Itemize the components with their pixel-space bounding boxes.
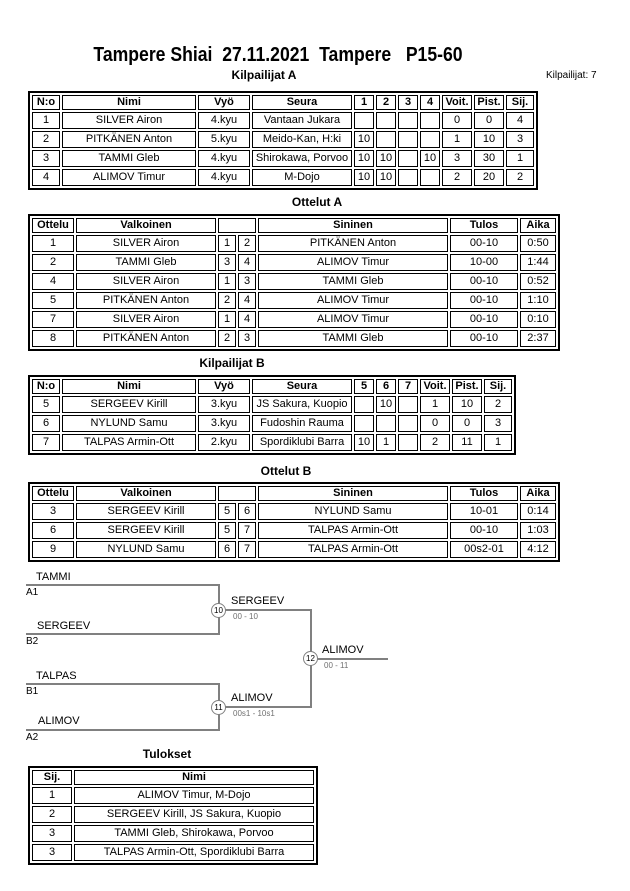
col-header-blue: Sininen bbox=[258, 486, 448, 501]
cell-belt: 4.kyu bbox=[198, 150, 250, 167]
cell-result: 00-10 bbox=[450, 330, 518, 347]
cell-r2: 10 bbox=[376, 169, 396, 186]
cell-r7 bbox=[398, 415, 418, 432]
cell-belt: 4.kyu bbox=[198, 112, 250, 129]
col-header-blue: Sininen bbox=[258, 218, 448, 233]
cell-white-no: 2 bbox=[218, 292, 236, 309]
cell-no: 4 bbox=[32, 169, 60, 186]
cell-r6: 1 bbox=[376, 434, 396, 451]
cell-time: 4:12 bbox=[520, 541, 556, 558]
cell-result: 10-01 bbox=[450, 503, 518, 520]
cell-match-no: 2 bbox=[32, 254, 74, 271]
col-header-r5: 5 bbox=[354, 379, 374, 394]
cell-r5 bbox=[354, 396, 374, 413]
cell-blue-name: TAMMI Gleb bbox=[258, 273, 448, 290]
col-header-name: Nimi bbox=[62, 379, 196, 394]
col-header-white: Valkoinen bbox=[76, 218, 216, 233]
cell-time: 0:52 bbox=[520, 273, 556, 290]
col-header-result: Tulos bbox=[450, 486, 518, 501]
cell-wins: 3 bbox=[442, 150, 472, 167]
cell-match-no: 3 bbox=[32, 503, 74, 520]
result-row bbox=[32, 844, 314, 861]
cell-name: ALIMOV Timur bbox=[62, 169, 196, 186]
bracket-match-score: 00 - 11 bbox=[324, 661, 349, 670]
cell-time: 0:14 bbox=[520, 503, 556, 520]
match-row bbox=[32, 235, 556, 252]
cell-place: 3 bbox=[484, 415, 512, 432]
cell-name-club: SERGEEV Kirill, JS Sakura, Kuopio bbox=[74, 806, 314, 823]
cell-place: 2 bbox=[506, 169, 534, 186]
cell-points: 10 bbox=[474, 131, 504, 148]
cell-match-no: 9 bbox=[32, 541, 74, 558]
header-row bbox=[32, 95, 534, 110]
cell-place: 3 bbox=[506, 131, 534, 148]
cell-points: 11 bbox=[452, 434, 482, 451]
col-header-match: Ottelu bbox=[32, 218, 74, 233]
cell-r5: 10 bbox=[354, 434, 374, 451]
cell-name: PITKÄNEN Anton bbox=[62, 131, 196, 148]
cell-points: 30 bbox=[474, 150, 504, 167]
col-header-blank bbox=[218, 218, 256, 233]
cell-white-name: PITKÄNEN Anton bbox=[76, 330, 216, 347]
bracket-match-score: 00s1 - 10s1 bbox=[233, 709, 275, 718]
competitor-row bbox=[32, 112, 534, 129]
cell-place: 2 bbox=[484, 396, 512, 413]
cell-white-no: 1 bbox=[218, 273, 236, 290]
col-header-place: Sij. bbox=[484, 379, 512, 394]
col-header-time: Aika bbox=[520, 486, 556, 501]
section-title-ottelut-a: Ottelut A bbox=[291, 195, 343, 209]
cell-place: 1 bbox=[32, 787, 72, 804]
cell-place: 2 bbox=[32, 806, 72, 823]
bracket-winner-name: SERGEEV bbox=[231, 595, 285, 607]
col-header-r4: 4 bbox=[420, 95, 440, 110]
cell-result: 00-10 bbox=[450, 311, 518, 328]
cell-place: 1 bbox=[484, 434, 512, 451]
col-header-result: Tulos bbox=[450, 218, 518, 233]
cell-result: 00-10 bbox=[450, 273, 518, 290]
cell-wins: 2 bbox=[420, 434, 450, 451]
result-row bbox=[32, 806, 314, 823]
cell-white-no: 5 bbox=[218, 503, 236, 520]
ottelut-b-table bbox=[28, 482, 560, 562]
match-row bbox=[32, 503, 556, 520]
cell-r4 bbox=[420, 112, 440, 129]
cell-result: 00-10 bbox=[450, 292, 518, 309]
cell-place: 1 bbox=[506, 150, 534, 167]
match-number-badge: 10 bbox=[211, 603, 226, 618]
cell-points: 0 bbox=[452, 415, 482, 432]
competitor-row bbox=[32, 150, 534, 167]
bracket-entry-seed: A1 bbox=[26, 587, 39, 598]
cell-name: SILVER Airon bbox=[62, 112, 196, 129]
cell-match-no: 1 bbox=[32, 235, 74, 252]
cell-blue-no: 4 bbox=[238, 292, 256, 309]
cell-r1: 10 bbox=[354, 169, 374, 186]
cell-name: TAMMI Gleb bbox=[62, 150, 196, 167]
cell-no: 7 bbox=[32, 434, 60, 451]
match-number-badge: 11 bbox=[211, 700, 226, 715]
cell-r5 bbox=[354, 415, 374, 432]
cell-points: 10 bbox=[452, 396, 482, 413]
cell-white-name: NYLUND Samu bbox=[76, 541, 216, 558]
bracket-line bbox=[26, 729, 220, 731]
cell-name-club: TAMMI Gleb, Shirokawa, Porvoo bbox=[74, 825, 314, 842]
cell-r4 bbox=[420, 169, 440, 186]
bracket-entry-name: TAMMI bbox=[36, 571, 71, 583]
cell-no: 2 bbox=[32, 131, 60, 148]
match-row bbox=[32, 311, 556, 328]
cell-wins: 0 bbox=[420, 415, 450, 432]
cell-no: 6 bbox=[32, 415, 60, 432]
cell-belt: 3.kyu bbox=[198, 396, 250, 413]
cell-wins: 2 bbox=[442, 169, 472, 186]
match-row bbox=[32, 330, 556, 347]
cell-result: 10-00 bbox=[450, 254, 518, 271]
col-header-wins: Voit. bbox=[442, 95, 472, 110]
cell-white-name: SERGEEV Kirill bbox=[76, 503, 216, 520]
header-row bbox=[32, 770, 314, 785]
cell-time: 0:50 bbox=[520, 235, 556, 252]
cell-r3 bbox=[398, 150, 418, 167]
col-header-blank bbox=[218, 486, 256, 501]
col-header-place: Sij. bbox=[32, 770, 72, 785]
cell-points: 20 bbox=[474, 169, 504, 186]
section-title-kilpailijat-a: Kilpailijat A bbox=[231, 68, 297, 82]
cell-blue-no: 4 bbox=[238, 311, 256, 328]
cell-blue-no: 3 bbox=[238, 273, 256, 290]
col-header-r2: 2 bbox=[376, 95, 396, 110]
cell-belt: 4.kyu bbox=[198, 169, 250, 186]
tulokset-table bbox=[28, 766, 318, 865]
cell-belt: 2.kyu bbox=[198, 434, 250, 451]
cell-blue-no: 7 bbox=[238, 522, 256, 539]
bracket-final-line bbox=[310, 658, 388, 660]
bracket-entry-name: SERGEEV bbox=[37, 620, 91, 632]
bracket-winner-line bbox=[218, 609, 312, 611]
ottelut-a-table bbox=[28, 214, 560, 351]
cell-blue-no: 4 bbox=[238, 254, 256, 271]
cell-no: 5 bbox=[32, 396, 60, 413]
cell-white-no: 1 bbox=[218, 311, 236, 328]
cell-white-name: TAMMI Gleb bbox=[76, 254, 216, 271]
cell-white-no: 3 bbox=[218, 254, 236, 271]
competitor-row bbox=[32, 434, 512, 451]
header-row bbox=[32, 218, 556, 233]
cell-white-name: SERGEEV Kirill bbox=[76, 522, 216, 539]
competitor-count-label: Kilpailijat: 7 bbox=[546, 70, 597, 81]
cell-result: 00-10 bbox=[450, 235, 518, 252]
cell-match-no: 7 bbox=[32, 311, 74, 328]
cell-place: 4 bbox=[506, 112, 534, 129]
cell-r1 bbox=[354, 112, 374, 129]
col-header-no: N:o bbox=[32, 379, 60, 394]
competitor-row bbox=[32, 396, 512, 413]
bracket-entry-name: TALPAS bbox=[36, 670, 77, 682]
cell-club: M-Dojo bbox=[252, 169, 352, 186]
bracket-entry-seed: B2 bbox=[26, 636, 39, 647]
header-row bbox=[32, 379, 512, 394]
cell-blue-no: 3 bbox=[238, 330, 256, 347]
cell-wins: 0 bbox=[442, 112, 472, 129]
col-header-club: Seura bbox=[252, 379, 352, 394]
kilpailijat-b-table bbox=[28, 375, 516, 455]
kilpailijat-a-table bbox=[28, 91, 538, 190]
cell-match-no: 5 bbox=[32, 292, 74, 309]
cell-club: Fudoshin Rauma bbox=[252, 415, 352, 432]
col-header-name: Nimi bbox=[62, 95, 196, 110]
cell-name-club: TALPAS Armin-Ott, Spordiklubi Barra bbox=[74, 844, 314, 861]
cell-time: 0:10 bbox=[520, 311, 556, 328]
section-title-tulokset: Tulokset bbox=[142, 747, 192, 761]
col-header-place: Sij. bbox=[506, 95, 534, 110]
match-row bbox=[32, 254, 556, 271]
col-header-belt: Vyö bbox=[198, 379, 250, 394]
cell-white-name: SILVER Airon bbox=[76, 311, 216, 328]
cell-blue-name: ALIMOV Timur bbox=[258, 311, 448, 328]
cell-blue-name: NYLUND Samu bbox=[258, 503, 448, 520]
cell-r7 bbox=[398, 434, 418, 451]
col-header-points: Pist. bbox=[452, 379, 482, 394]
col-header-r6: 6 bbox=[376, 379, 396, 394]
match-row bbox=[32, 541, 556, 558]
cell-club: Vantaan Jukara bbox=[252, 112, 352, 129]
header-row bbox=[32, 486, 556, 501]
cell-r3 bbox=[398, 112, 418, 129]
cell-white-name: SILVER Airon bbox=[76, 235, 216, 252]
match-row bbox=[32, 292, 556, 309]
cell-blue-name: ALIMOV Timur bbox=[258, 254, 448, 271]
match-number-badge: 12 bbox=[303, 651, 318, 666]
col-header-time: Aika bbox=[520, 218, 556, 233]
result-row bbox=[32, 825, 314, 842]
cell-match-no: 8 bbox=[32, 330, 74, 347]
col-header-white: Valkoinen bbox=[76, 486, 216, 501]
cell-place: 3 bbox=[32, 825, 72, 842]
cell-match-no: 4 bbox=[32, 273, 74, 290]
competitor-row bbox=[32, 169, 534, 186]
cell-blue-no: 7 bbox=[238, 541, 256, 558]
cell-r7 bbox=[398, 396, 418, 413]
cell-r3 bbox=[398, 169, 418, 186]
cell-r1: 10 bbox=[354, 131, 374, 148]
page-title: Tampere Shiai 27.11.2021 Tampere P15-60 bbox=[93, 44, 463, 66]
cell-blue-no: 6 bbox=[238, 503, 256, 520]
cell-club: JS Sakura, Kuopio bbox=[252, 396, 352, 413]
section-title-ottelut-b: Ottelut B bbox=[260, 464, 312, 478]
cell-result: 00s2-01 bbox=[450, 541, 518, 558]
cell-r1: 10 bbox=[354, 150, 374, 167]
cell-r6: 10 bbox=[376, 396, 396, 413]
cell-name-club: ALIMOV Timur, M-Dojo bbox=[74, 787, 314, 804]
cell-time: 1:44 bbox=[520, 254, 556, 271]
col-header-points: Pist. bbox=[474, 95, 504, 110]
bracket-line bbox=[26, 633, 220, 635]
col-header-r1: 1 bbox=[354, 95, 374, 110]
cell-name: SERGEEV Kirill bbox=[62, 396, 196, 413]
bracket-winner-name: ALIMOV bbox=[231, 692, 273, 704]
cell-place: 3 bbox=[32, 844, 72, 861]
cell-result: 00-10 bbox=[450, 522, 518, 539]
col-header-r3: 3 bbox=[398, 95, 418, 110]
cell-r2 bbox=[376, 112, 396, 129]
bracket-match-score: 00 - 10 bbox=[233, 612, 258, 621]
cell-belt: 3.kyu bbox=[198, 415, 250, 432]
cell-white-name: SILVER Airon bbox=[76, 273, 216, 290]
cell-blue-name: TAMMI Gleb bbox=[258, 330, 448, 347]
cell-club: Shirokawa, Porvoo bbox=[252, 150, 352, 167]
competitor-row bbox=[32, 131, 534, 148]
cell-club: Spordiklubi Barra bbox=[252, 434, 352, 451]
cell-blue-name: ALIMOV Timur bbox=[258, 292, 448, 309]
cell-white-no: 2 bbox=[218, 330, 236, 347]
cell-time: 1:10 bbox=[520, 292, 556, 309]
cell-white-no: 5 bbox=[218, 522, 236, 539]
cell-time: 1:03 bbox=[520, 522, 556, 539]
cell-name: TALPAS Armin-Ott bbox=[62, 434, 196, 451]
cell-blue-name: TALPAS Armin-Ott bbox=[258, 522, 448, 539]
cell-white-no: 6 bbox=[218, 541, 236, 558]
cell-belt: 5.kyu bbox=[198, 131, 250, 148]
cell-club: Meido-Kan, H:ki bbox=[252, 131, 352, 148]
cell-blue-name: PITKÄNEN Anton bbox=[258, 235, 448, 252]
bracket-entry-seed: B1 bbox=[26, 686, 39, 697]
cell-no: 3 bbox=[32, 150, 60, 167]
bracket-entry-seed: A2 bbox=[26, 732, 39, 743]
cell-r6 bbox=[376, 415, 396, 432]
col-header-no: N:o bbox=[32, 95, 60, 110]
cell-blue-name: TALPAS Armin-Ott bbox=[258, 541, 448, 558]
col-header-r7: 7 bbox=[398, 379, 418, 394]
cell-r4: 10 bbox=[420, 150, 440, 167]
cell-white-name: PITKÄNEN Anton bbox=[76, 292, 216, 309]
col-header-belt: Vyö bbox=[198, 95, 250, 110]
cell-r2 bbox=[376, 131, 396, 148]
match-row bbox=[32, 273, 556, 290]
result-row bbox=[32, 787, 314, 804]
col-header-club: Seura bbox=[252, 95, 352, 110]
col-header-wins: Voit. bbox=[420, 379, 450, 394]
cell-blue-no: 2 bbox=[238, 235, 256, 252]
bracket-winner-name: ALIMOV bbox=[322, 644, 364, 656]
cell-r3 bbox=[398, 131, 418, 148]
bracket-entry-name: ALIMOV bbox=[38, 715, 80, 727]
cell-wins: 1 bbox=[420, 396, 450, 413]
match-row bbox=[32, 522, 556, 539]
cell-match-no: 6 bbox=[32, 522, 74, 539]
bracket-line bbox=[26, 584, 220, 586]
cell-white-no: 1 bbox=[218, 235, 236, 252]
cell-r4 bbox=[420, 131, 440, 148]
bracket-line bbox=[26, 683, 220, 685]
cell-time: 2:37 bbox=[520, 330, 556, 347]
section-title-kilpailijat-b: Kilpailijat B bbox=[199, 356, 265, 370]
competitor-row bbox=[32, 415, 512, 432]
bracket-winner-line bbox=[218, 706, 312, 708]
col-header-match: Ottelu bbox=[32, 486, 74, 501]
cell-points: 0 bbox=[474, 112, 504, 129]
cell-name: NYLUND Samu bbox=[62, 415, 196, 432]
col-header-name: Nimi bbox=[74, 770, 314, 785]
cell-wins: 1 bbox=[442, 131, 472, 148]
cell-no: 1 bbox=[32, 112, 60, 129]
cell-r2: 10 bbox=[376, 150, 396, 167]
